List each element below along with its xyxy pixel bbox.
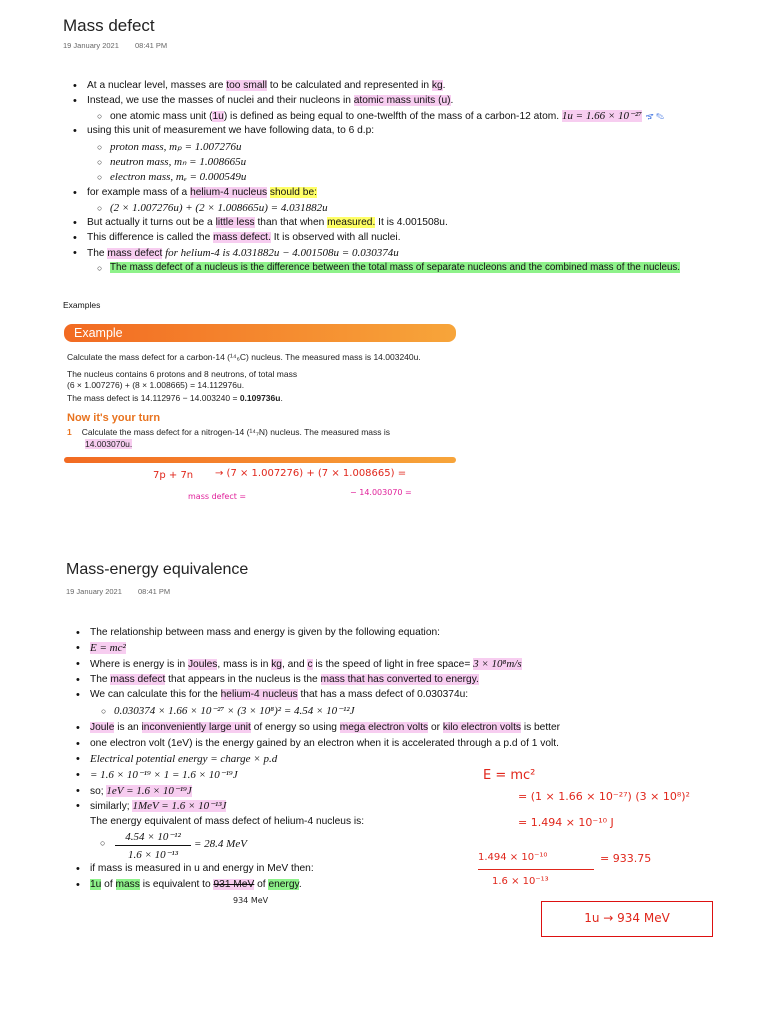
section-date: 19 January 2021 — [66, 587, 122, 596]
list-item: • The mass defect for helium-4 is 4.031882u − 4.001508u = 0.030374u — [87, 247, 399, 260]
list-item: • similarly; 1MeV = 1.6 × 10⁻¹³J — [90, 800, 226, 813]
result-text: 1u → 934 MeV — [584, 911, 670, 925]
list-item: ○ proton mass, mₚ = 1.007276u — [110, 141, 242, 154]
list-item: • 1u of mass is equivalent to 931 MeV of energy. — [90, 879, 302, 891]
turn-title: Now it's your turn — [67, 412, 161, 424]
question: 1 Calculate the mass defect for a nitrogen-14 (¹⁴₇N) nucleus. The measured mass is — [67, 427, 391, 437]
handwritten-note: 1.6 × 10⁻¹³ — [492, 876, 549, 887]
list-item: • = 1.6 × 10⁻¹⁹ × 1 = 1.6 × 10⁻¹⁹J — [90, 769, 238, 782]
list-item: ○ (2 × 1.007276u) + (2 × 1.008665u) = 4.031882u — [110, 202, 328, 215]
list-item: • But actually it turns out be a little less than that when measured. It is 4.001508u. — [87, 217, 448, 229]
result-box — [541, 901, 713, 937]
list-item: ○ neutron mass, mₙ = 1.008665u — [110, 156, 246, 169]
handwritten-note: E = mc² — [483, 768, 536, 783]
list-item: • one electron volt (1eV) is the energy gained by an electron when it is accelerated through a p.d of 1 volt. — [90, 738, 559, 750]
handwritten-note: mass defect = — [188, 492, 247, 501]
list-item: The energy equivalent of mass defect of helium-4 nucleus is: — [90, 816, 365, 827]
list-item: • Where is energy is in Joules, mass is in kg, and c is the speed of light in free space= 3 × 10⁸m/s — [90, 658, 522, 671]
examples-label: Examples — [63, 300, 101, 310]
handwritten-note: 1.494 × 10⁻¹⁰ — [478, 852, 548, 863]
example-line: (6 × 1.007276) + (8 × 1.008665) = 14.112976u. — [67, 380, 245, 390]
page-date: 19 January 2021 — [63, 41, 119, 50]
list-item: ○ electron mass, mₑ = 0.000549u — [110, 171, 246, 184]
example-footer-bar — [64, 457, 456, 463]
section-title: Mass-energy equivalence — [66, 561, 249, 578]
handwritten-fraction-bar — [478, 869, 594, 870]
fraction-result: = 28.4 MeV — [194, 838, 247, 850]
example-line: Calculate the mass defect for a carbon-14 (¹⁴₆C) nucleus. The measured mass is 14.003240u. — [67, 352, 421, 362]
handwritten-note: − 14.003070 = — [350, 488, 412, 497]
section-meta — [66, 587, 184, 596]
handwritten-note: = 933.75 — [600, 852, 652, 865]
list-item: • Joule is an inconveniently large unit of energy so using mega electron volts or kilo electron volts is better — [90, 722, 560, 734]
handwritten-note: 7p + 7n — [153, 470, 194, 481]
example-header: Example — [64, 324, 456, 342]
handwritten-note: → (7 × 1.007276) + (7 × 1.008665) = — [215, 468, 407, 479]
list-item: • so; 1eV = 1.6 × 10⁻¹⁹J — [90, 785, 192, 798]
fraction-denominator: 1.6 × 10⁻¹³ — [127, 849, 179, 861]
list-item: • Electrical potential energy = charge × p.d — [90, 753, 277, 766]
list-item: ○ 0.030374 × 1.66 × 10⁻²⁷ × (3 × 10⁸)² = 4.54 × 10⁻¹²J — [114, 705, 354, 718]
list-item: • using this unit of measurement we have following data, to 6 d.p: — [87, 125, 374, 137]
list-item: • This difference is called the mass defect. It is observed with all nuclei. — [87, 232, 401, 244]
example-line: The mass defect is 14.112976 − 14.003240 = 0.109736u. — [67, 393, 283, 403]
list-item: • Instead, we use the masses of nuclei and their nucleons in atomic mass units (u). — [87, 95, 453, 107]
list-item: • We can calculate this for the helium-4 nucleus that has a mass defect of 0.030374u: — [90, 689, 468, 701]
list-item: • E = mc² — [90, 642, 126, 655]
page-time: 08:41 PM — [134, 41, 168, 50]
list-item: • if mass is measured in u and energy in MeV then: — [90, 863, 314, 875]
list-item: • At a nuclear level, masses are too small to be calculated and represented in kg. — [87, 80, 445, 92]
question-value: 14.003070u. — [85, 439, 133, 449]
list-item: ○ one atomic mass unit (1u) is defined as being equal to one-twelfth of the mass of a carbon-12 atom. 1u = 1.66 × 10⁻²⁷ ኇ ✎ — [110, 110, 664, 123]
page-title: Mass defect — [63, 16, 155, 35]
ink-scribble-icon: ኇ ✎ — [645, 111, 665, 121]
example-line: The nucleus contains 6 protons and 8 neutrons, of total mass — [67, 369, 298, 379]
handwritten-note: 934 MeV — [233, 896, 269, 905]
section-time: 08:41 PM — [137, 587, 171, 596]
list-item: ○ The mass defect of a nucleus is the difference between the total mass of separate nucleons and the combined mass of the nucleus. — [110, 262, 680, 274]
fraction-numerator: 4.54 × 10⁻¹² — [125, 831, 181, 843]
page-meta — [63, 41, 181, 50]
list-item: • The mass defect that appears in the nucleus is the mass that has converted to energy. — [90, 674, 479, 686]
handwritten-note: = (1 × 1.66 × 10⁻²⁷) (3 × 10⁸)² — [518, 790, 690, 803]
list-item: • The relationship between mass and energy is given by the following equation: — [90, 627, 440, 639]
bullet-circle: ○ — [100, 838, 106, 848]
fraction-bar — [115, 845, 191, 846]
handwritten-note: = 1.494 × 10⁻¹⁰ J — [518, 816, 614, 829]
list-item: • for example mass of a helium-4 nucleus should be: — [87, 187, 317, 199]
